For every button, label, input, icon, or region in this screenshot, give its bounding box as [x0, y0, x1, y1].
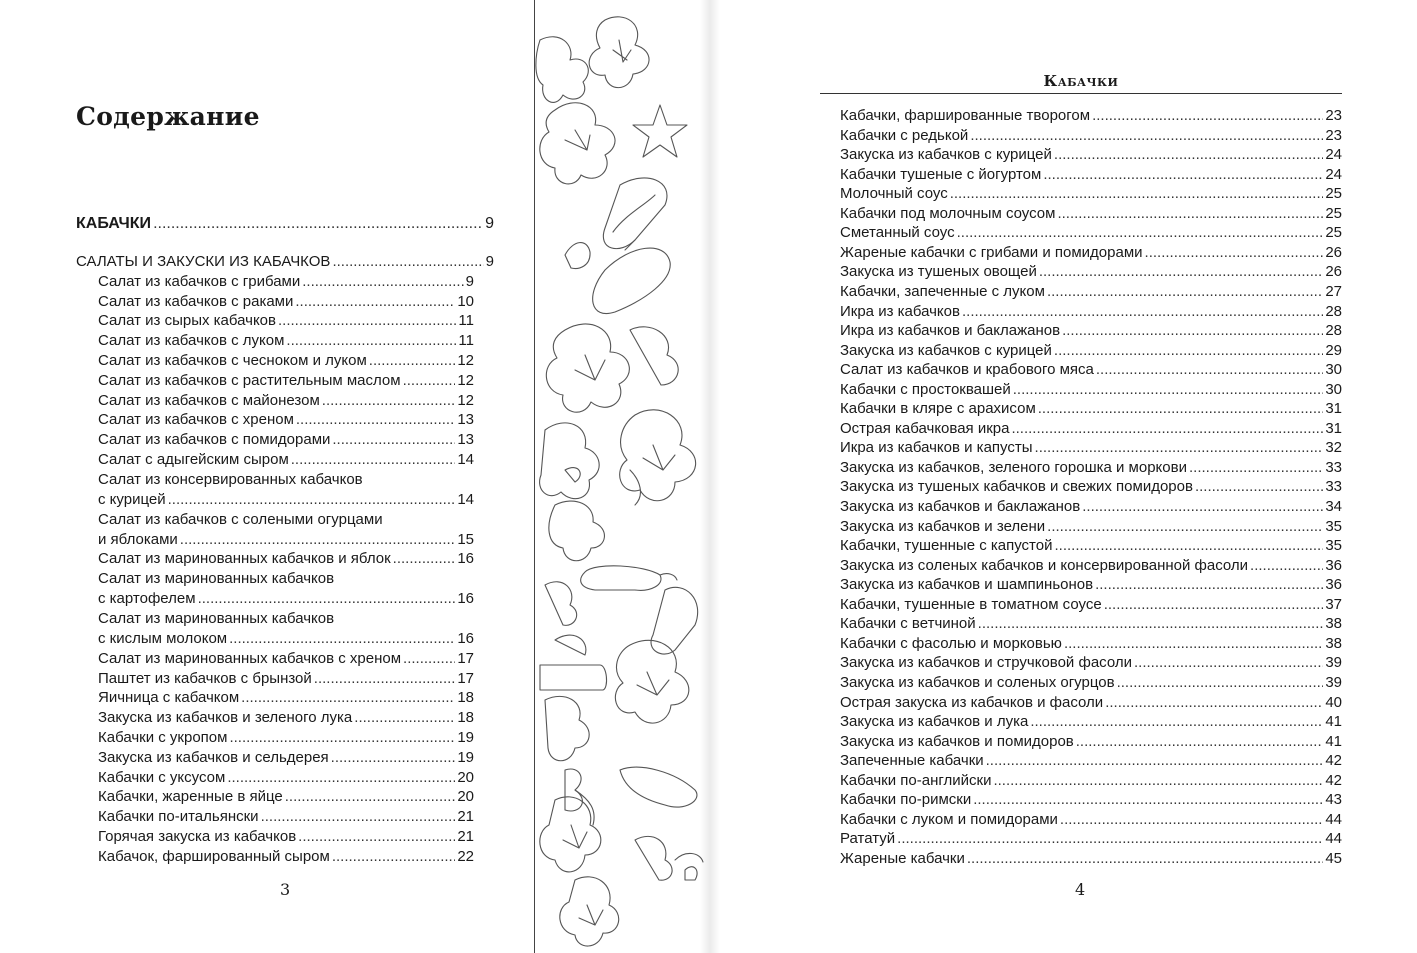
toc-entry-label: Салат из маринованных кабачков с хреном: [98, 649, 402, 667]
dot-leader: [967, 849, 1323, 869]
toc-entry-label: Закуска из соленых кабачков и консервированной фасоли: [840, 556, 1249, 574]
toc-entry-page: 24: [1325, 165, 1342, 183]
toc-entry-label: Горячая закуска из кабачков: [98, 828, 297, 845]
toc-entry-label: Запеченные кабачки: [840, 752, 984, 770]
toc-entry-page: 23: [1325, 126, 1342, 144]
toc-entry: [98, 827, 474, 847]
toc-entry-page: 33: [1325, 458, 1342, 476]
dot-leader: [278, 311, 456, 331]
toc-entry-page: 20: [457, 768, 474, 786]
dot-leader: [322, 391, 456, 411]
toc-entry-page: 14: [457, 490, 474, 508]
toc-entry-label: Кабачки, запеченные с луком: [840, 282, 1045, 300]
toc-entry: [98, 748, 474, 768]
dot-leader: [1105, 693, 1323, 713]
toc-entry-label: Паштет из кабачков с брынзой: [98, 669, 312, 687]
toc-entry-page: 33: [1325, 478, 1342, 496]
dot-leader: [354, 708, 455, 728]
toc-entry-label: Яичница с кабачком: [98, 689, 240, 707]
toc-entry-page: 38: [1325, 615, 1342, 633]
toc-entry-page: 9: [485, 253, 494, 270]
toc-entry: [840, 360, 1342, 380]
gutter-illustration: [534, 0, 709, 953]
toc-entry-label: Закуска из кабачков и зеленого лука: [98, 709, 353, 727]
toc-entry: [840, 145, 1342, 165]
dot-leader: [950, 184, 1324, 204]
toc-entry-label: Сметанный соус: [840, 224, 955, 242]
dot-leader: [1250, 556, 1323, 576]
toc-entry: [98, 311, 474, 331]
dot-leader: [993, 771, 1323, 791]
toc-entry-label: Салат из кабачков с грибами: [98, 272, 301, 290]
dot-leader: [1096, 360, 1323, 380]
dot-leader: [295, 292, 455, 312]
page-number-left: 3: [280, 880, 291, 899]
toc-entry: [840, 849, 1342, 869]
toc-entry-page: 10: [457, 292, 474, 310]
toc-entry: [840, 712, 1342, 732]
toc-entry: [98, 272, 474, 292]
toc-list-right: [840, 0, 1342, 953]
toc-entry-label: Кабачки с уксусом: [98, 768, 226, 786]
toc-entry-label: Кабачки с укропом: [98, 729, 228, 746]
dot-leader: [332, 252, 483, 272]
toc-entry: [840, 341, 1342, 361]
toc-entry-page: 12: [457, 371, 474, 389]
toc-entry-page: 20: [457, 788, 474, 806]
toc-entry: [98, 688, 474, 708]
toc-entry-label: Кабачки, тушенные с капустой: [840, 537, 1053, 555]
toc-entry-label: Жареные кабачки с грибами и помидорами: [840, 243, 1143, 261]
toc-entry-page: 27: [1325, 282, 1342, 300]
toc-entry-page: 39: [1325, 654, 1342, 672]
toc-entry-label-continued: с курицей: [98, 490, 166, 508]
toc-entry-label: Кабачки, тушенные в томатном соусе: [840, 595, 1102, 613]
toc-entry-label: Закуска из кабачков и лука: [840, 713, 1029, 731]
toc-entry-page: 28: [1325, 322, 1342, 340]
toc-entry-label: Салат из консервированных кабачков: [98, 470, 363, 488]
dot-leader: [1060, 810, 1323, 830]
dot-leader: [393, 549, 456, 569]
dot-leader: [1092, 106, 1323, 126]
dot-leader: [1057, 204, 1323, 224]
dot-leader: [369, 351, 456, 371]
toc-entry-label: Кабачки с фасолью и морковью: [840, 634, 1062, 652]
toc-entry-page: 19: [457, 729, 474, 746]
toc-entry-label: Салат из сырых кабачков: [98, 312, 276, 330]
toc-entry: [98, 787, 474, 807]
toc-entry-page: 13: [457, 431, 474, 449]
toc-entry: [98, 728, 474, 748]
toc-entry: [98, 391, 474, 411]
toc-entry-label: Салат из кабачков с раками: [98, 292, 294, 310]
toc-entry-label: Рататуй: [840, 830, 896, 848]
toc-entry-page: 16: [457, 590, 474, 608]
toc-entry-label: Кабачки по-римски: [840, 791, 972, 809]
toc-entry: [840, 262, 1342, 282]
toc-entry-label: Закуска из тушеных овощей: [840, 263, 1037, 281]
dot-leader: [1035, 438, 1324, 458]
toc-entry: [98, 292, 474, 312]
toc-entry-page: 36: [1325, 556, 1342, 574]
toc-entry-label: Закуска из кабачков и баклажанов: [840, 498, 1081, 515]
toc-entry-label: Салат из кабачков с солеными огурцами: [98, 510, 383, 528]
book-fold-shadow: [700, 0, 720, 953]
toc-entry-page: 15: [457, 530, 474, 548]
toc-entry-label: Салат из кабачков с луком: [98, 332, 285, 350]
toc-entry-page: 31: [1325, 400, 1342, 418]
dot-leader: [403, 371, 456, 391]
toc-entry: [840, 477, 1342, 497]
toc-entry-label: КАБАЧКИ: [76, 215, 152, 232]
dot-leader: [286, 331, 456, 351]
toc-entry: [840, 380, 1342, 400]
dot-leader: [1038, 399, 1324, 419]
toc-entry-page: 23: [1325, 107, 1342, 124]
toc-entry-page: 16: [457, 550, 474, 568]
toc-entry-page: 42: [1325, 752, 1342, 770]
dot-leader: [1030, 712, 1323, 732]
toc-entry-label: Закуска из кабачков и зелени: [840, 517, 1046, 535]
page-number-right: 4: [1075, 880, 1086, 899]
dot-leader: [1013, 380, 1324, 400]
dot-leader: [229, 629, 455, 649]
toc-entry-page: 42: [1325, 771, 1342, 789]
dot-leader: [1064, 634, 1323, 654]
dot-leader: [1076, 732, 1324, 752]
dot-leader: [986, 751, 1324, 771]
toc-entry-page: 9: [465, 272, 474, 290]
toc-entry: [840, 693, 1342, 713]
toc-entry: [840, 634, 1342, 654]
toc-entry: [98, 768, 474, 788]
toc-entry-label: Закуска из кабачков и помидоров: [840, 732, 1074, 750]
dot-leader: [291, 450, 456, 470]
dot-leader: [1145, 243, 1324, 263]
toc-entry: [840, 810, 1342, 830]
toc-entry: [98, 331, 474, 351]
toc-entry-label-continued: с картофелем: [98, 590, 196, 608]
toc-entry-label: Кабачки, фаршированные творогом: [840, 107, 1091, 124]
dot-leader: [332, 847, 455, 867]
toc-entry: [840, 438, 1342, 458]
toc-entry-page: 16: [457, 630, 474, 647]
toc-entry-page: 29: [1325, 341, 1342, 359]
toc-entry: [840, 517, 1342, 537]
toc-entry: [840, 556, 1342, 576]
toc-entry-label: Кабачки по-итальянски: [98, 808, 259, 826]
toc-entry-page: 30: [1325, 361, 1342, 379]
dot-leader: [153, 214, 483, 234]
dot-leader: [1104, 595, 1324, 615]
toc-entry-page: 12: [457, 391, 474, 409]
toc-entry-page: 25: [1325, 185, 1342, 203]
toc-entry: [840, 243, 1342, 263]
dot-leader: [227, 768, 455, 788]
toc-entry-label: Закуска из тушеных кабачков и свежих помидоров: [840, 478, 1193, 496]
dot-leader: [296, 410, 455, 430]
dot-leader: [973, 790, 1323, 810]
toc-entry-page: 35: [1325, 537, 1342, 555]
toc-entry-page: 9: [485, 215, 494, 232]
toc-entry: [98, 708, 474, 728]
toc-entry-label: Салат из кабачков с растительным маслом: [98, 371, 401, 389]
toc-entry: [98, 669, 474, 689]
dot-leader: [241, 688, 455, 708]
left-page: [0, 0, 534, 953]
toc-entry-page: 41: [1325, 713, 1342, 731]
toc-entry-label: Закуска из кабачков и соленых огурцов: [840, 673, 1115, 691]
dot-leader: [962, 302, 1323, 322]
toc-entry: [98, 430, 474, 450]
dot-leader: [1062, 321, 1323, 341]
toc-entry: [76, 214, 494, 234]
dot-leader: [1054, 341, 1323, 361]
dot-leader: [198, 589, 456, 609]
toc-entry: [840, 732, 1342, 752]
toc-entry: [98, 470, 474, 510]
toc-entry: [98, 410, 474, 430]
toc-entry-label: Закуска из кабачков и сельдерея: [98, 748, 329, 766]
dot-leader: [261, 807, 456, 827]
toc-entry-label: Кабачки в кляре с арахисом: [840, 400, 1036, 418]
dot-leader: [403, 649, 455, 669]
toc-entry-label: САЛАТЫ И ЗАКУСКИ ИЗ КАБАЧКОВ: [76, 253, 331, 270]
toc-entry-page: 25: [1325, 204, 1342, 222]
toc-entry-page: 41: [1325, 732, 1342, 750]
zucchini-leaf-line-art-icon: [535, 0, 709, 953]
toc-entry-page: 44: [1325, 810, 1342, 828]
toc-entry-label: Икра из кабачков и баклажанов: [840, 322, 1061, 340]
toc-entry-page: 34: [1325, 498, 1342, 515]
toc-entry-label: Молочный соус: [840, 185, 948, 203]
toc-entry-label: Салат из кабачков с хреном: [98, 411, 294, 429]
toc-entry-page: 44: [1325, 830, 1342, 848]
toc-entry: [98, 569, 474, 609]
dot-leader: [978, 614, 1324, 634]
toc-entry-page: 21: [457, 828, 474, 845]
toc-entry-page: 45: [1325, 849, 1342, 867]
toc-entry-label: Салат из кабачков с помидорами: [98, 431, 331, 449]
dot-leader: [1189, 458, 1323, 478]
toc-entry-page: 37: [1325, 595, 1342, 613]
toc-entry: [840, 614, 1342, 634]
running-head: Кабачки: [1043, 72, 1119, 90]
dot-leader: [1195, 477, 1323, 497]
toc-entry-label: Салат из маринованных кабачков: [98, 610, 335, 627]
page-title: Содержание: [76, 102, 260, 131]
toc-entry-label: Салат из кабачков с майонезом: [98, 391, 320, 409]
toc-entry-page: 17: [457, 649, 474, 667]
toc-entry-label: Закуска из кабачков с курицей: [840, 146, 1052, 164]
toc-entry-label: Закуска из кабачков с курицей: [840, 341, 1052, 359]
toc-entry-label: Закуска из кабачков и стручковой фасоли: [840, 654, 1132, 672]
toc-entry-page: 26: [1325, 243, 1342, 261]
toc-entry: [840, 653, 1342, 673]
toc-entry-page: 38: [1325, 634, 1342, 652]
dot-leader: [897, 829, 1323, 849]
toc-entry-page: 17: [457, 669, 474, 687]
dot-leader: [1011, 419, 1323, 439]
toc-entry: [840, 184, 1342, 204]
toc-entry-page: 30: [1325, 380, 1342, 398]
dot-leader: [285, 787, 456, 807]
toc-entry: [98, 450, 474, 470]
toc-entry: [840, 126, 1342, 146]
toc-entry-label: Кабачки с ветчиной: [840, 615, 976, 633]
toc-entry: [840, 497, 1342, 517]
toc-entry-label: Салат из кабачков и крабового мяса: [840, 361, 1094, 379]
toc-entry-label: Жареные кабачки: [840, 849, 965, 867]
toc-entry-label: Кабачок, фаршированный сыром: [98, 847, 330, 865]
toc-entry: [98, 351, 474, 371]
toc-entry-label: Кабачки, жаренные в яйце: [98, 788, 283, 806]
toc-entry: [840, 282, 1342, 302]
dot-leader: [331, 748, 456, 768]
dot-leader: [957, 223, 1324, 243]
toc-entry-page: 22: [457, 847, 474, 865]
dot-leader: [229, 728, 455, 748]
toc-entry: [840, 536, 1342, 556]
toc-entry: [98, 549, 474, 569]
toc-entry-label: Кабачки с редькой: [840, 126, 969, 144]
toc-entry-label: Острая кабачковая икра: [840, 419, 1010, 437]
dot-leader: [168, 490, 456, 510]
toc-entry: [840, 595, 1342, 615]
toc-entry: [98, 847, 474, 867]
toc-entry-page: 39: [1325, 673, 1342, 691]
toc-entry: [840, 771, 1342, 791]
toc-entry: [840, 106, 1342, 126]
toc-entry-label: Закуска из кабачков, зеленого горошка и моркови: [840, 458, 1187, 476]
toc-entry: [840, 223, 1342, 243]
toc-entry-page: 40: [1325, 693, 1342, 711]
toc-entry: [98, 510, 474, 550]
toc-entry: [840, 165, 1342, 185]
toc-entry: [840, 204, 1342, 224]
toc-entry: [840, 751, 1342, 771]
toc-entry-page: 32: [1325, 439, 1342, 457]
toc-entry-page: 12: [457, 352, 474, 369]
toc-entry-page: 24: [1325, 146, 1342, 164]
toc-entry-label: Салат из маринованных кабачков: [98, 570, 335, 588]
toc-entry-label: Кабачки с простоквашей: [840, 380, 1011, 398]
dot-leader: [1095, 575, 1323, 595]
dot-leader: [1039, 262, 1323, 282]
toc-list-left: [76, 0, 494, 953]
toc-entry: [76, 252, 494, 272]
toc-entry: [840, 321, 1342, 341]
toc-entry-page: 19: [457, 748, 474, 766]
toc-entry: [840, 399, 1342, 419]
toc-entry-label-continued: с кислым молоком: [98, 630, 228, 647]
toc-entry: [840, 458, 1342, 478]
toc-entry-label: Салат из маринованных кабачков и яблок: [98, 550, 391, 568]
toc-entry: [840, 419, 1342, 439]
toc-entry: [840, 790, 1342, 810]
toc-entry-label: Кабачки под молочным соусом: [840, 204, 1056, 222]
toc-entry: [98, 609, 474, 649]
toc-entry-label: Закуска из кабачков и шампиньонов: [840, 576, 1094, 594]
toc-entry: [840, 575, 1342, 595]
toc-entry-page: 28: [1325, 302, 1342, 320]
dot-leader: [1043, 165, 1323, 185]
toc-entry-page: 25: [1325, 224, 1342, 242]
toc-entry: [98, 649, 474, 669]
toc-entry-label: Салат из кабачков с чесноком и луком: [98, 352, 367, 369]
toc-entry-page: 18: [457, 689, 474, 707]
toc-entry-label: Кабачки с луком и помидорами: [840, 810, 1058, 828]
toc-entry: [98, 371, 474, 391]
toc-entry-label: Икра из кабачков и капусты: [840, 439, 1033, 457]
toc-entry-page: 31: [1325, 419, 1342, 437]
dot-leader: [1047, 517, 1323, 537]
toc-entry-page: 14: [457, 451, 474, 468]
dot-leader: [970, 126, 1323, 146]
dot-leader: [1082, 497, 1323, 517]
dot-leader: [1054, 145, 1323, 165]
toc-entry-page: 21: [457, 808, 474, 826]
dot-leader: [1054, 536, 1323, 556]
toc-entry: [98, 807, 474, 827]
toc-entry-page: 11: [458, 312, 474, 330]
toc-entry-page: 18: [457, 709, 474, 727]
toc-entry: [840, 673, 1342, 693]
toc-entry-page: 35: [1325, 517, 1342, 535]
dot-leader: [180, 530, 456, 550]
dot-leader: [1047, 282, 1323, 302]
toc-entry-label: Кабачки тушеные с йогуртом: [840, 165, 1042, 183]
dot-leader: [1117, 673, 1324, 693]
toc-entry-page: 43: [1325, 791, 1342, 809]
toc-entry-label: Салат с адыгейским сыром: [98, 451, 289, 468]
toc-entry: [840, 829, 1342, 849]
toc-entry-page: 36: [1325, 576, 1342, 594]
toc-entry-page: 13: [457, 411, 474, 429]
toc-entry-label: Икра из кабачков: [840, 302, 960, 320]
toc-entry: [840, 302, 1342, 322]
toc-entry-page: 11: [458, 332, 474, 350]
dot-leader: [1134, 653, 1323, 673]
toc-entry-label: Кабачки по-английски: [840, 771, 992, 789]
dot-leader: [332, 430, 455, 450]
toc-entry-label-continued: и яблоками: [98, 530, 178, 548]
dot-leader: [314, 669, 456, 689]
toc-entry-label: Острая закуска из кабачков и фасоли: [840, 693, 1104, 711]
dot-leader: [302, 272, 463, 292]
toc-entry-page: 26: [1325, 263, 1342, 281]
dot-leader: [298, 827, 455, 847]
